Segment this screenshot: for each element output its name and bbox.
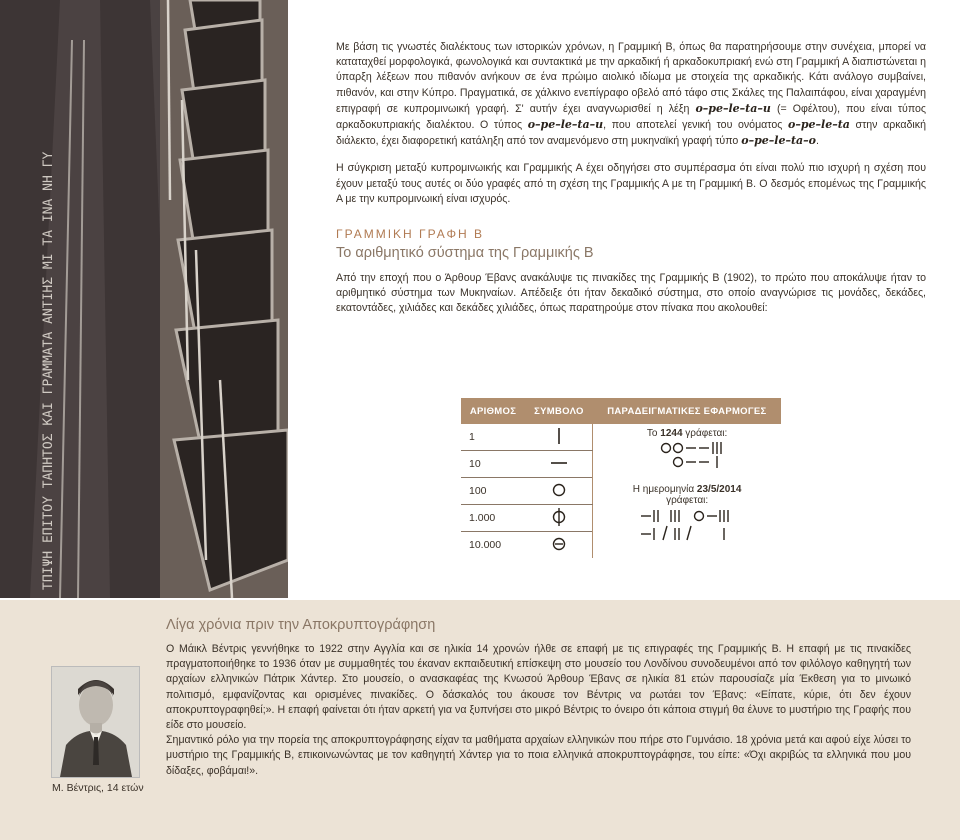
number-cell: 100 <box>461 478 525 505</box>
section-subtitle: Το αριθμητικό σύστημα της Γραμμικής Β <box>336 245 594 262</box>
transliteration-word: o–pe–le–ta–o <box>741 134 816 148</box>
ten-thousand-symbol-icon <box>525 532 593 559</box>
table-header-examples: ΠΑΡΑΔΕΙΓΜΑΤΙΚΕΣ ΕΦΑΡΜΟΓΕΣ <box>593 398 781 424</box>
section-body: Από την εποχή που ο Άρθουρ Έβανς ανακάλυψε τις πινακίδες της Γραμμικής Β (1902), το πρώτο που αποκάλυψε ήταν το αριθμητικό σύστημα των Μυκηναίων. Απέδειξε ότι ήταν δεκαδικό σύστημα, στο οποίο αναγνώρισε τις μονάδες, δεκάδες, εκατοντάδες, χιλιάδες και δεκάδες χιλιάδες, όπως παρατηρούμε στον πίνακα που ακολουθεί: <box>336 272 926 315</box>
bio-title: Λίγα χρόνια πριν την Αποκρυπτογράφηση <box>166 617 436 633</box>
table-header-number: ΑΡΙΘΜΟΣ <box>461 398 525 424</box>
transliteration-word: o–pe–le–ta–u <box>527 118 604 132</box>
portrait-caption: Μ. Βέντρις, 14 ετών <box>52 782 144 794</box>
intro-p1c: , που αποτελεί γενική του ονόματος <box>603 119 783 132</box>
intro-paragraph-2: Η σύγκριση μεταξύ κυπρομινωικής και Γραμμικής Α έχει οδηγήσει στο συμπέρασμα ότι είναι πολύ πιο ισχυρή η σχέση που έχουν μεταξύ τους αυτές οι δύο γραφές από τη σχέση της Γραμμικής Α με τη Γραμμική Β. Ο δεσμός επομένως της Γραμμικής Α με την κυπρομινωική είναι ισχυρός. <box>336 162 926 205</box>
conference-chairs-photo <box>0 0 288 598</box>
example-date-label: Η ημερομηνία 23/5/2014 γράφεται: <box>632 483 742 506</box>
example-date <box>593 478 781 559</box>
example-1244 <box>593 424 781 478</box>
example-1244-label: Το 1244 γράφεται: <box>646 428 728 439</box>
bio-paragraph-1: Ο Μάικλ Βέντρις γεννήθηκε το 1922 στην Αγγλία και σε ηλικία 14 χρονών ήλθε σε επαφή με τις επιγραφές της Γραμμικής Β. Η επαφή με τις πινακίδες πραγματοποιήθηκε το 1936 όταν με συμμαθητές του έκαναν εκπαιδευτική επίσκεψη στο μουσείο του Λονδίνου συνοδευμένοι από τον φιλόλογο καθηγητή των αρχαίων ελληνικών Πάτρικ Χάντερ. Στο μουσείο, ο ανασκαφέας της Κνωσού Άρθουρ Έβανς σε ηλικία 81 ετών παρουσίαζε μία Έκθεση για το μινωικό πολιτισμό, εμφανίζοντας και ορισμένες πινακίδες. Ο δάσκαλός του άκουσε τον Βέντρις να ρωτάει τον Έβανς: «Είπατε, κύριε, ότι δεν έχουν αποκρυπτογραφηθεί;». Η επαφή φαίνεται ότι ήταν αρκετή για να ξυπνήσει στο μικρό Βέντρις το όνειρο ότι κάποια στιγμή θα έλυνε το μυστήριο της Γραφής που είδε στο μουσείο. <box>166 643 911 732</box>
table-row <box>461 424 781 451</box>
ventris-portrait <box>51 666 140 778</box>
bio-paragraph-2: Σημαντικό ρόλο για την πορεία της αποκρυπτογράφησης είχαν τα μαθήματα αρχαίων ελληνικών που πήρε στο Γυμνάσιο. 18 χρόνια μετά και αφού είχε λύσει το μυστήριο της Γραμμικής Β, επικοινωνώντας με τον καθηγητή Χάντερ για το ποια ελληνικά αποκρυπτογράφησε, του είπε: «Όχι ακριβώς τα ελληνικά που μου δίδαξες, φοβάμαι!». <box>166 734 911 777</box>
intro-p1a: Με βάση τις γνωστές διαλέκτους των ιστορικών χρόνων, η Γραμμική Β, όπως θα παρατηρήσουμε στην συνέχεια, μπορεί να καταταχθεί μορφολογικά, φωνολογικά και συντακτικά με την αρκαδική ή αρκαδοκυπριακή ενώ στη Γραμμική Α διαπιστώνεται η ύπαρξη λέξεων που πιθανόν ανήκουν σε ένα πρώιμο αιολικό ιδίωμα με στοιχεία της αρκαδικής. Κάτι ανάλογο συμβαίνει, πιθανόν, και στην Κύπρο. Πραγματικά, σε χάλκινο ενεπίγραφο οβελό από τάφο στις Σκάλες της Παλαιπάφου, είναι χαραγμένη επιγραφή σε κυπρομινωική γραφή. Σ' αυτήν έχει αναγνωρισθεί η λέξη <box>336 41 926 115</box>
numeral-table <box>461 398 781 558</box>
thousand-symbol-icon <box>525 505 593 532</box>
portrait-illustration <box>52 667 139 777</box>
ten-symbol-icon <box>525 451 593 478</box>
carpet-inscription: ΤΠΙΨΗ ΕΠΙΤΟΥ ΤΑΠΗΤΟΣ ΚΑΙ ΓΡΑΜΜΑΤΑ ΑΝΤΙΗΣ ΜΙ ΤΑ ΙΝΑ ΝΗ ΓΥ <box>41 151 56 590</box>
number-cell: 10 <box>461 451 525 478</box>
intro-paragraph-1 <box>336 40 926 149</box>
hundred-symbol-icon <box>525 478 593 505</box>
number-cell: 10.000 <box>469 539 502 551</box>
table-header-row <box>461 398 781 424</box>
chairs-illustration <box>0 0 288 598</box>
intro-p1b: (= Οφέλτου), που είναι τύπος αρκαδοκυπριακής διαλέκτου. Ο τύπος <box>336 102 927 132</box>
intro-p1e: . <box>815 135 819 148</box>
table-row <box>461 478 781 505</box>
number-cell: 1.000 <box>461 505 525 532</box>
table-header-symbol: ΣΥΜΒΟΛΟ <box>525 398 593 424</box>
bio-text <box>166 642 911 779</box>
numeral-date-icon <box>627 506 747 542</box>
unit-symbol-icon <box>525 424 593 451</box>
section-caption: ΓΡΑΜΜΙΚΗ ΓΡΑΦΗ Β <box>336 227 485 242</box>
numeral-1244-icon <box>632 439 742 469</box>
transliteration-word: o–pe–le–ta–u <box>695 101 771 115</box>
intro-p1d: στην αρκαδική διάλεκτο, έχει διαφορετική κατάληξη από τον αναμενόμενο στη μυκηναϊκή γραφή τύπο <box>336 119 926 148</box>
transliteration-word: o–pe–le–ta <box>787 118 850 132</box>
number-cell: 1 <box>461 424 525 451</box>
intro-text-column <box>336 40 926 329</box>
